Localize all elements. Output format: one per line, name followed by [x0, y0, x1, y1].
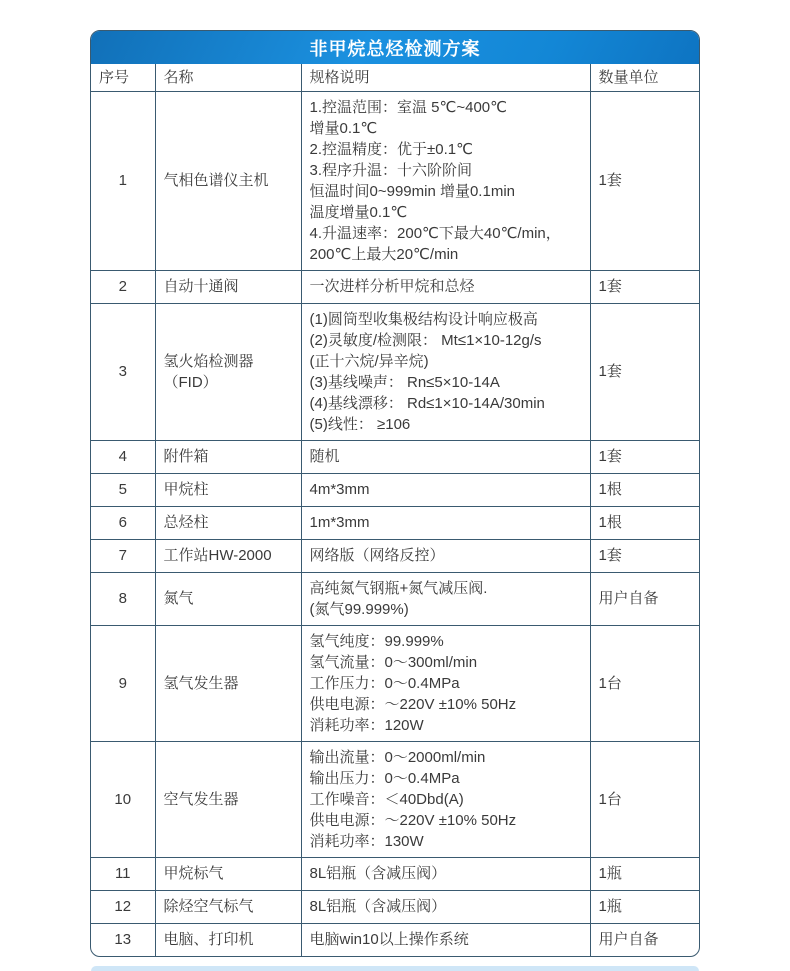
- spec-line: 工作压力：0～0.4MPa: [309, 674, 460, 692]
- spec-line: (2)灵敏度/检测限： Mt≤1×10-12g/s: [309, 331, 542, 349]
- spec-line: (3)基线噪声： Rn≤5×10-14A: [309, 373, 500, 391]
- spec-line: (4)基线漂移： Rd≤1×10-14A/30min: [309, 394, 545, 412]
- quantity-cell: 1台: [590, 741, 700, 857]
- col-header-spec: 规格说明: [301, 64, 590, 91]
- quantity-cell: 1瓶: [590, 857, 700, 890]
- spec-line: 工作噪音：＜40Dbd(A): [309, 790, 464, 808]
- row-number-cell: 10: [91, 741, 155, 857]
- item-name-cell: 电脑、打印机: [155, 923, 301, 956]
- spec-cell: [301, 506, 590, 539]
- item-name-cell: 工作站HW-2000: [155, 539, 301, 572]
- spec-line: 氢气纯度：99.999%: [309, 632, 444, 650]
- quantity-cell: 用户自备: [590, 923, 700, 956]
- header-row: [91, 64, 700, 91]
- row-number-cell: 11: [91, 857, 155, 890]
- spec-line: 8L铝瓶（含减压阀）: [309, 898, 447, 915]
- item-name-cell: 空气发生器: [155, 741, 301, 857]
- spec-line: 恒温时间0~999min 增量0.1min: [309, 182, 515, 200]
- row-number-cell: 13: [91, 923, 155, 956]
- item-name-cell: 氢气发生器: [155, 625, 301, 741]
- spec-table: [91, 64, 700, 956]
- table-row: [91, 473, 700, 506]
- quantity-cell: 1套: [590, 440, 700, 473]
- spec-line: 8L铝瓶（含减压阀）: [309, 865, 447, 882]
- quantity-cell: 1套: [590, 303, 700, 440]
- spec-line: 电脑win10以上操作系统: [309, 931, 469, 949]
- spec-line: 温度增量0.1℃: [309, 203, 408, 221]
- table-row: [91, 741, 700, 857]
- spec-line: 供电电源：～220V ±10% 50Hz: [309, 695, 517, 713]
- spec-line: 高纯氮气钢瓶+氮气减压阀.: [309, 579, 488, 597]
- table-row: [91, 625, 700, 741]
- table-row: [91, 923, 700, 956]
- next-section-peek: [91, 966, 699, 971]
- spec-line: 3.程序升温：十六阶阶间: [309, 161, 473, 179]
- quantity-cell: 1根: [590, 506, 700, 539]
- row-number-cell: 8: [91, 572, 155, 625]
- row-number-cell: 1: [91, 91, 155, 270]
- spec-line: 1.控温范围：室温 5℃~400℃: [309, 98, 507, 116]
- spec-cell: [301, 440, 590, 473]
- spec-cell: [301, 270, 590, 303]
- row-number-cell: 3: [91, 303, 155, 440]
- spec-cell: [301, 473, 590, 506]
- row-number-cell: 12: [91, 890, 155, 923]
- item-name-cell: 附件箱: [155, 440, 301, 473]
- col-header-no: 序号: [91, 64, 155, 91]
- spec-cell: [301, 923, 590, 956]
- item-name-cell: 氮气: [155, 572, 301, 625]
- spec-cell: [301, 890, 590, 923]
- table-row: [91, 539, 700, 572]
- quantity-cell: 1套: [590, 270, 700, 303]
- spec-line: 消耗功率：120W: [309, 716, 424, 734]
- spec-line: (1)圆筒型收集极结构设计响应极高: [309, 310, 538, 328]
- spec-line: (5)线性： ≥106: [309, 415, 411, 433]
- spec-line: 输出流量：0～2000ml/min: [309, 748, 486, 766]
- spec-line: 输出压力：0～0.4MPa: [309, 769, 460, 787]
- item-name-cell: 甲烷柱: [155, 473, 301, 506]
- spec-cell: [301, 741, 590, 857]
- detection-plan-card: [90, 30, 700, 957]
- spec-line: 4.升温速率：200℃下最大40℃/min，: [309, 224, 561, 242]
- quantity-cell: 用户自备: [590, 572, 700, 625]
- spec-line: 供电电源：～220V ±10% 50Hz: [309, 811, 517, 829]
- item-name-cell: 总烃柱: [155, 506, 301, 539]
- spec-line: (氮气99.999%): [309, 600, 409, 618]
- spec-cell: [301, 572, 590, 625]
- spec-line: 消耗功率：130W: [309, 832, 424, 850]
- spec-line: (正十六烷/异辛烷): [309, 352, 429, 370]
- spec-line: 4m*3mm: [309, 481, 370, 498]
- table-row: [91, 857, 700, 890]
- spec-line: 1m*3mm: [309, 514, 370, 531]
- quantity-cell: 1根: [590, 473, 700, 506]
- item-name-cell: 自动十通阀: [155, 270, 301, 303]
- table-row: [91, 303, 700, 440]
- item-name-cell: 气相色谱仪主机: [155, 91, 301, 270]
- spec-line: 氢气流量：0～300ml/min: [309, 653, 478, 671]
- row-number-cell: 2: [91, 270, 155, 303]
- spec-cell: [301, 625, 590, 741]
- row-number-cell: 7: [91, 539, 155, 572]
- table-row: [91, 506, 700, 539]
- table-row: [91, 440, 700, 473]
- item-name-cell: 除烃空气标气: [155, 890, 301, 923]
- spec-line: 增量0.1℃: [309, 119, 378, 137]
- quantity-cell: 1台: [590, 625, 700, 741]
- col-header-qty: 数量单位: [590, 64, 700, 91]
- table-row: [91, 572, 700, 625]
- item-name-cell: 氢火焰检测器（FID）: [155, 303, 301, 440]
- spec-line: 网络版（网络反控）: [309, 547, 445, 564]
- quantity-cell: 1套: [590, 91, 700, 270]
- card-header: [91, 31, 699, 64]
- row-number-cell: 5: [91, 473, 155, 506]
- table-row: [91, 890, 700, 923]
- spec-line: 200℃上最大20℃/min: [309, 245, 459, 263]
- spec-cell: [301, 857, 590, 890]
- spec-line: 随机: [309, 448, 340, 465]
- table-row: [91, 91, 700, 270]
- spec-cell: [301, 303, 590, 440]
- page-title: 非甲烷总烃检测方案: [309, 38, 481, 59]
- spec-line: 一次进样分析甲烷和总烃: [309, 278, 475, 295]
- spec-cell: [301, 539, 590, 572]
- row-number-cell: 6: [91, 506, 155, 539]
- item-name-cell: 甲烷标气: [155, 857, 301, 890]
- quantity-cell: 1瓶: [590, 890, 700, 923]
- spec-cell: [301, 91, 590, 270]
- quantity-cell: 1套: [590, 539, 700, 572]
- col-header-name: 名称: [155, 64, 301, 91]
- spec-line: 2.控温精度：优于±0.1℃: [309, 140, 473, 158]
- row-number-cell: 4: [91, 440, 155, 473]
- row-number-cell: 9: [91, 625, 155, 741]
- table-row: [91, 270, 700, 303]
